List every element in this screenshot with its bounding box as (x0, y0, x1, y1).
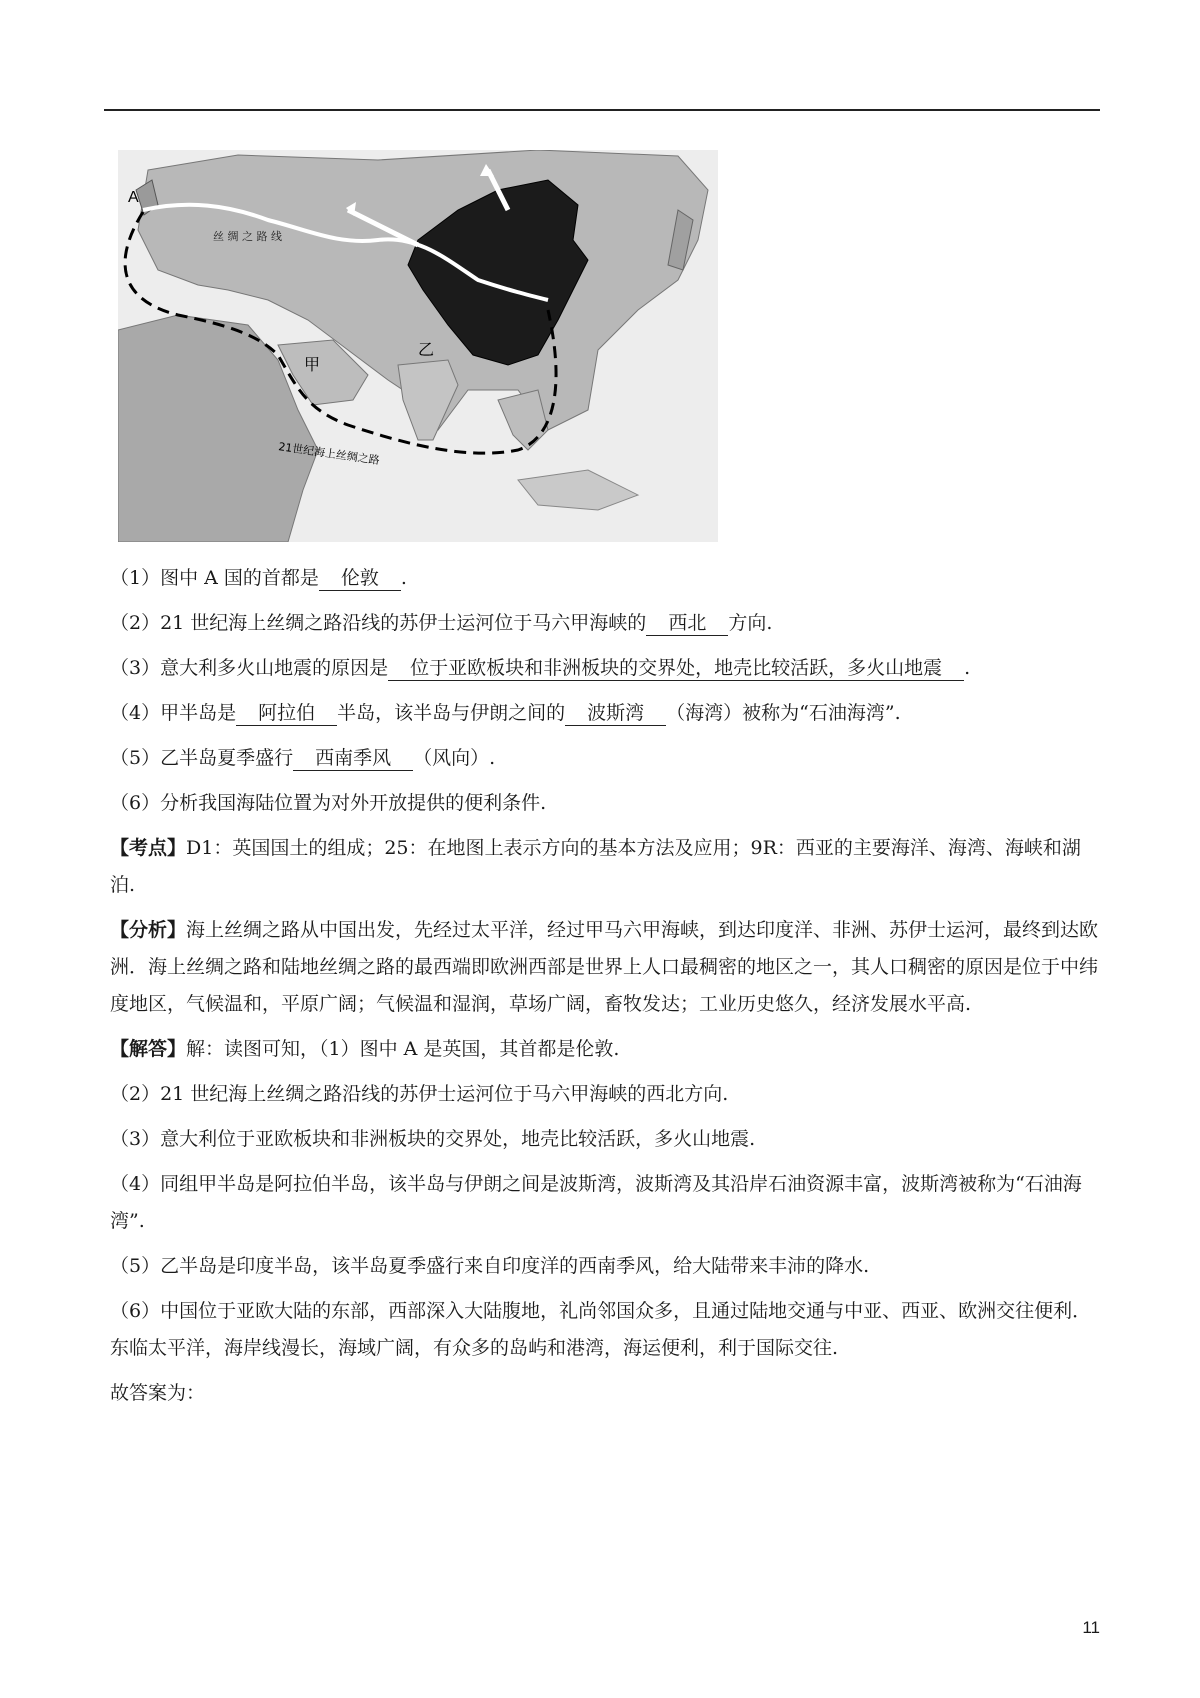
map-route-land-label: 丝 绸 之 路 线 (213, 230, 282, 243)
question-2: （2）21 世纪海上丝绸之路沿线的苏伊士运河位于马六甲海峡的 西北 方向. (110, 612, 773, 634)
question-3: （3）意大利多火山地震的原因是 位于亚欧板块和非洲板块的交界处，地壳比较活跃，多火山地震 . (110, 657, 971, 679)
answer-3: （3）意大利位于亚欧板块和非洲板块的交界处，地壳比较活跃，多火山地震. (110, 1128, 756, 1150)
silk-road-map (118, 150, 770, 542)
answer-blank: 伦敦 (319, 566, 401, 591)
question-6: （6）分析我国海陆位置为对外开放提供的便利条件. (110, 792, 547, 814)
question-5: （5）乙半岛夏季盛行 西南季风 （风向）. (110, 747, 496, 769)
question-4: （4）甲半岛是 阿拉伯 半岛，该半岛与伊朗之间的 波斯湾 （海湾）被称为“石油海湾”. (110, 702, 901, 724)
answer-4: （4）同组甲半岛是阿拉伯半岛，该半岛与伊朗之间是波斯湾，波斯湾及其沿岸石油资源丰富，波斯湾被称为“石油海湾”. (110, 1173, 1082, 1232)
question-1: （1）图中 A 国的首都是 伦敦 . (110, 567, 407, 589)
map-label-a: A (128, 189, 139, 206)
jieda-section: 【解答】解：读图可知，（1）图中 A 是英国，其首都是伦敦. (110, 1038, 620, 1060)
answer-6: （6）中国位于亚欧大陆的东部，西部深入大陆腹地，礼尚邻国众多，且通过陆地交通与中亚、西亚、欧洲交往便利．东临太平洋，海岸线漫长，海域广阔，有众多的岛屿和港湾，海运便利，利于国际交往. (110, 1300, 1092, 1359)
answer-blank: 西北 (646, 611, 728, 636)
answer-2: （2）21 世纪海上丝绸之路沿线的苏伊士运河位于马六甲海峡的西北方向. (110, 1083, 729, 1105)
final-answer-label: 故答案为： (110, 1382, 206, 1404)
map-label-jia: 甲 (304, 355, 321, 374)
answer-5: （5）乙半岛是印度半岛，该半岛夏季盛行来自印度洋的西南季风，给大陆带来丰沛的降水. (110, 1255, 870, 1277)
fenxi-section: 【分析】海上丝绸之路从中国出发，先经过太平洋，经过甲马六甲海峡，到达印度洋、非洲、苏伊士运河，最终到达欧洲．海上丝绸之路和陆地丝绸之路的最西端即欧洲西部是世界上人口最稠密的地区之一，其人口稠密的原因是位于中纬度地区，气候温和，平原广阔；气候温和湿润，草场广阔，畜牧发达；工业历史悠久，经济发展水平高. (110, 919, 1099, 1015)
answer-blank: 位于亚欧板块和非洲板块的交界处，地壳比较活跃，多火山地震 (388, 656, 964, 681)
answer-blank: 西南季风 (293, 746, 413, 771)
answer-blank: 阿拉伯 (236, 701, 337, 726)
map-label-yi: 乙 (418, 340, 435, 359)
document-body (110, 560, 1100, 1420)
answer-blank: 波斯湾 (565, 701, 666, 726)
kaodian-section: 【考点】D1：英国国土的组成；25：在地图上表示方向的基本方法及应用；9R：西亚的主要海洋、海湾、海峡和湖泊. (110, 837, 1081, 896)
map-route-sea-label: 21世纪海上丝绸之路 (277, 440, 381, 468)
header-rule (104, 109, 1100, 111)
page-number: 11 (1082, 1618, 1100, 1637)
